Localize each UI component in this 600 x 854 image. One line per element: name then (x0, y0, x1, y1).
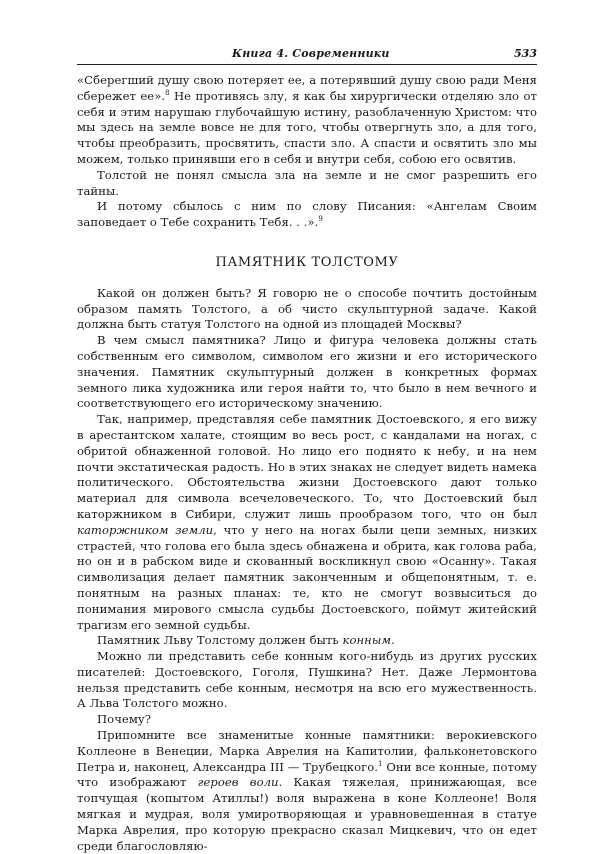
body-text (77, 73, 537, 854)
paragraph-text: Памятник Льву Толстому должен быть (97, 633, 343, 648)
footnote-ref: 8 (165, 88, 170, 97)
paragraph-text: Они все конные, потому что изображают (77, 759, 537, 790)
paragraph: Толстой не понял смысла зла на земле и не смог разрешить его тайны. (77, 167, 537, 198)
paragraph (77, 412, 537, 633)
page-number: 533 (514, 47, 537, 60)
paragraph (77, 633, 537, 649)
emphasis: конным (342, 633, 392, 648)
paragraph-text: . Какая тяжелая, принижающая, все топчущая (копытом Атиллы!) воля выражена в коне Коллеоне! Воля мягкая и мудрая, воля умиротворяющая и уравновешенная в статуе Марка Аврелия, про которую прекрасно сказал Мицкевич, что он едет среди благословляю- (77, 775, 537, 853)
emphasis: героев воли (197, 775, 279, 790)
paragraph-text: Не противясь злу, я как бы хирургически отделяю зло от себя и этим нарушаю глубочайшую истину, разоблаченную Христом: что мы здесь на земле вовсе не для того, чтобы отвергнуть зло, а для того, чтобы преобразить, просвятить, спасти зло. А спасти и освятить зло мы можем, только принявши его в себя и внутри себя, собою его освятив. (77, 88, 537, 166)
footnote-ref: 9 (318, 215, 323, 224)
paragraph: Можно ли представить себе конным кого-нибудь из других русских писателей: Достоевского, Гоголя, Пушкина? Нет. Даже Лермонтова нельзя представить себе конным, несмотря на всю его мужественность. А Льва Толстого можно. (77, 649, 537, 711)
quote-text: «Сберегший душу свою потеряет ее, а потерявший душу свою ради Меня сбережет ее». (77, 73, 537, 103)
section-heading: ПАМЯТНИК ТОЛСТОМУ (215, 254, 399, 270)
paragraph-text: Припомните все знаменитые конные памятники: верокиевского Коллеоне в Венеции, Марка Аврелия на Капитолии, фальконетовского Петра и, наконец, Александра III — Трубецкого. (77, 728, 537, 774)
running-title: Книга 4. Современники (232, 47, 390, 60)
paragraph: Какой он должен быть? Я говорю не о способе почтить достойным образом память Толстого, а об чисто скульптурной задаче. Какой должна быть статуя Толстого на одной из площадей Москвы? (77, 285, 537, 332)
paragraph-text: , что у него на ногах были цепи земных, низких страстей, что голова его была здесь обнажена и обрита, как голова раба, но он и в рабском виде и скованный воскликнул свою «Осанну». Такая символизация делает памятник законченным и общепонятным, т. е. понятным на разных планах: те, кто не смогут возвыситься до понимания мирового смысла судьбы Достоевского, поймут житейский трагизм его земной судьбы. (77, 522, 537, 632)
paragraph (77, 73, 537, 168)
running-header (77, 44, 537, 65)
paragraph (77, 728, 537, 854)
emphasis: каторжником земли (77, 522, 214, 537)
paragraph-text: И потому сбылось с ним по слову Писания: «Ангелам Своим заповедает о Тебе сохранить Тебя. . .». (77, 199, 537, 230)
paragraph: Почему? (97, 712, 152, 727)
book-page (77, 44, 537, 854)
paragraph (77, 199, 537, 231)
paragraph: В чем смысл памятника? Лицо и фигура человека должны стать собственным его символом, символом его жизни и его исторического значения. Памятник скульптурный должен в конкретных формах земного лика художника или героя найти то, что было в нем вечного и соответствующего его историческому значению. (77, 333, 537, 411)
paragraph-text: . (391, 633, 395, 648)
paragraph-text: Так, например, представляя себе памятник Достоевского, я его вижу в арестантском халате, стоящим во весь рост, с кандалами на ногах, с обритой обнаженной головой. Но лицо его поднято к небу, и на нем почти экстатическая радость. Но в этих знаках не следует видеть намека политического. Обстоятельства жизни Достоевского дают только материал для символа всечеловеческого. То, что Достоевский был каторжником в Сибири, служит лишь прообразом того, что он был (77, 412, 537, 521)
footnote-ref: 1 (378, 759, 383, 768)
